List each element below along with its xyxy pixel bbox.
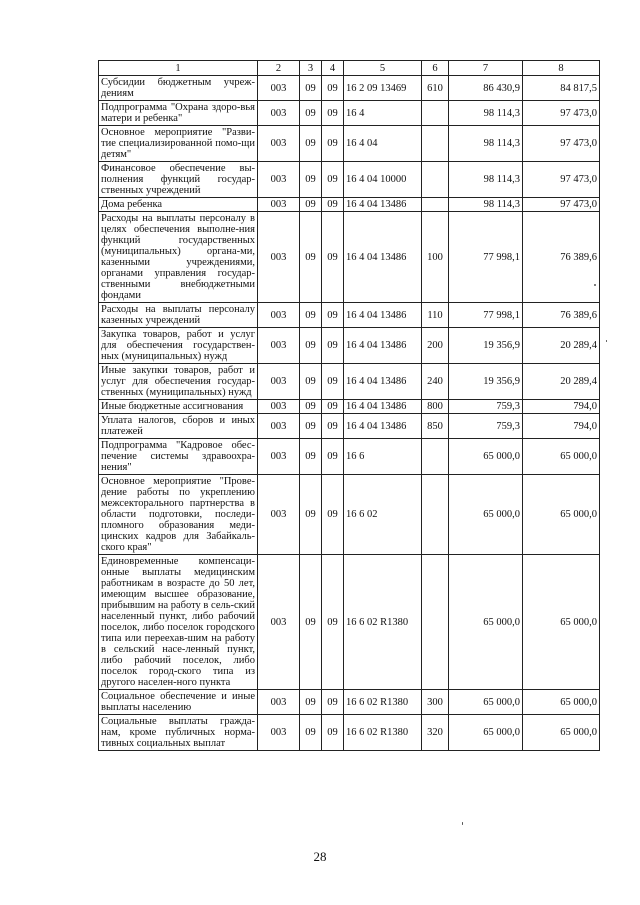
row-section-cell: 09 [300,414,322,439]
column-header-5: 5 [344,61,422,76]
table-row [99,400,600,414]
row-amount-2-cell: 97 473,0 [523,198,600,212]
row-amount-2-cell: 794,0 [523,414,600,439]
row-name-cell: Расходы на выплаты персоналу в целях обеспечения выполне-ния функций государственных (муниципальных) органа-ми, казенными учреждениями, органами управления государ-ственными внебюджетными фондами [99,212,258,303]
column-header-1: 1 [99,61,258,76]
row-amount-1-cell: 98 114,3 [449,101,523,126]
row-section-cell: 09 [300,101,322,126]
row-amount-2-cell: 20 289,4 [523,328,600,364]
scan-speck [462,822,463,825]
row-name-cell: Единовременные компенсаци-онные выплаты медицинским работникам в возрасте до 50 лет, имеющим высшее образование, прибывшим на работу в сель-ский населенный пункт, либо рабочий поселок, либо поселок городского типа или переехав-шим на работу в сельский насе-ленный пункт, либо рабочий поселок, либо поселок город-ского типа из другого населен-ного пункта [99,555,258,690]
row-expense-type-cell: 100 [422,212,449,303]
row-name-cell: Субсидии бюджетным учреж-дениям [99,76,258,101]
table-row [99,101,600,126]
row-amount-1-cell: 98 114,3 [449,162,523,198]
row-expense-type-cell: 240 [422,364,449,400]
row-name-cell: Финансовое обеспечение вы-полнения функций государ-ственных учреждений [99,162,258,198]
row-amount-1-cell: 19 356,9 [449,364,523,400]
row-amount-2-cell: 20 289,4 [523,364,600,400]
row-expense-type-cell: 110 [422,303,449,328]
row-target-article-cell: 16 4 04 13486 [344,364,422,400]
row-amount-1-cell: 19 356,9 [449,328,523,364]
row-subsection-cell: 09 [322,126,344,162]
row-subsection-cell: 09 [322,198,344,212]
row-subsection-cell: 09 [322,690,344,715]
row-amount-1-cell: 86 430,9 [449,76,523,101]
row-expense-type-cell [422,555,449,690]
table-row [99,76,600,101]
table-row [99,414,600,439]
row-subsection-cell: 09 [322,475,344,555]
row-target-article-cell: 16 6 [344,439,422,475]
row-kbk-cell: 003 [258,555,300,690]
row-subsection-cell: 09 [322,328,344,364]
table-row [99,439,600,475]
row-subsection-cell: 09 [322,715,344,751]
row-expense-type-cell [422,475,449,555]
row-target-article-cell: 16 2 09 13469 [344,76,422,101]
row-subsection-cell: 09 [322,101,344,126]
row-amount-2-cell: 65 000,0 [523,555,600,690]
row-section-cell: 09 [300,126,322,162]
row-kbk-cell: 003 [258,328,300,364]
row-section-cell: 09 [300,212,322,303]
row-expense-type-cell [422,162,449,198]
table-row [99,328,600,364]
row-amount-2-cell: 97 473,0 [523,126,600,162]
table-row [99,690,600,715]
row-amount-2-cell: 97 473,0 [523,101,600,126]
row-section-cell: 09 [300,303,322,328]
column-header-4: 4 [322,61,344,76]
row-kbk-cell: 003 [258,414,300,439]
row-target-article-cell: 16 4 04 13486 [344,414,422,439]
row-section-cell: 09 [300,475,322,555]
row-amount-1-cell: 65 000,0 [449,475,523,555]
row-amount-2-cell: 76 389,6 [523,303,600,328]
row-subsection-cell: 09 [322,76,344,101]
row-section-cell: 09 [300,162,322,198]
row-subsection-cell: 09 [322,212,344,303]
row-target-article-cell: 16 4 04 13486 [344,328,422,364]
row-name-cell: Основное мероприятие "Разви-тие специализированной помо-щи детям" [99,126,258,162]
column-header-7: 7 [449,61,523,76]
scan-speck [594,284,596,286]
row-kbk-cell: 003 [258,690,300,715]
row-name-cell: Подпрограмма "Кадровое обес-печение системы здравоохра-нения" [99,439,258,475]
row-kbk-cell: 003 [258,126,300,162]
row-target-article-cell: 16 6 02 [344,475,422,555]
row-expense-type-cell: 300 [422,690,449,715]
row-subsection-cell: 09 [322,303,344,328]
row-kbk-cell: 003 [258,364,300,400]
budget-table [98,60,600,751]
row-section-cell: 09 [300,198,322,212]
row-name-cell: Социальные выплаты гражда-нам, кроме публичных норма-тивных социальных выплат [99,715,258,751]
row-amount-1-cell: 65 000,0 [449,715,523,751]
row-amount-1-cell: 65 000,0 [449,690,523,715]
table-body [99,76,600,751]
table-row [99,126,600,162]
row-amount-2-cell: 65 000,0 [523,475,600,555]
row-target-article-cell: 16 4 04 13486 [344,212,422,303]
row-name-cell: Основное мероприятие "Прове-дение работы по укреплению межсекторального партнерства в области подготовки, последи-пломного образования меди-цинских кадров для Забайкаль-ского края" [99,475,258,555]
row-kbk-cell: 003 [258,101,300,126]
row-amount-1-cell: 98 114,3 [449,126,523,162]
row-amount-2-cell: 84 817,5 [523,76,600,101]
row-kbk-cell: 003 [258,198,300,212]
row-subsection-cell: 09 [322,439,344,475]
row-name-cell: Закупка товаров, работ и услуг для обеспечения государствен-ных (муниципальных) нужд [99,328,258,364]
row-name-cell: Дома ребенка [99,198,258,212]
row-kbk-cell: 003 [258,76,300,101]
row-name-cell: Иные бюджетные ассигнования [99,400,258,414]
row-expense-type-cell: 320 [422,715,449,751]
row-target-article-cell: 16 4 04 10000 [344,162,422,198]
row-amount-2-cell: 97 473,0 [523,162,600,198]
row-kbk-cell: 003 [258,439,300,475]
column-header-8: 8 [523,61,600,76]
row-subsection-cell: 09 [322,162,344,198]
row-subsection-cell: 09 [322,364,344,400]
table-row [99,555,600,690]
table-row [99,364,600,400]
row-amount-1-cell: 77 998,1 [449,212,523,303]
row-expense-type-cell: 200 [422,328,449,364]
row-name-cell: Уплата налогов, сборов и иных платежей [99,414,258,439]
column-header-2: 2 [258,61,300,76]
column-header-6: 6 [422,61,449,76]
row-amount-2-cell: 65 000,0 [523,439,600,475]
table-row [99,475,600,555]
row-amount-1-cell: 759,3 [449,400,523,414]
row-amount-1-cell: 77 998,1 [449,303,523,328]
row-amount-2-cell: 65 000,0 [523,715,600,751]
scan-speck [606,340,607,342]
row-amount-2-cell: 76 389,6 [523,212,600,303]
row-target-article-cell: 16 4 04 [344,126,422,162]
row-amount-2-cell: 65 000,0 [523,690,600,715]
row-section-cell: 09 [300,76,322,101]
row-name-cell: Иные закупки товаров, работ и услуг для обеспечения государ-ственных (муниципальных) нужд [99,364,258,400]
row-name-cell: Социальное обеспечение и иные выплаты населению [99,690,258,715]
row-expense-type-cell [422,198,449,212]
row-name-cell: Подпрограмма "Охрана здоро-вья матери и ребенка" [99,101,258,126]
row-expense-type-cell: 850 [422,414,449,439]
row-kbk-cell: 003 [258,303,300,328]
row-kbk-cell: 003 [258,715,300,751]
row-section-cell: 09 [300,328,322,364]
row-name-cell: Расходы на выплаты персоналу казенных учреждений [99,303,258,328]
row-kbk-cell: 003 [258,475,300,555]
row-amount-2-cell: 794,0 [523,400,600,414]
row-target-article-cell: 16 4 04 13486 [344,303,422,328]
row-expense-type-cell [422,439,449,475]
page-number: 28 [313,849,327,864]
row-target-article-cell: 16 6 02 R1380 [344,690,422,715]
row-expense-type-cell: 610 [422,76,449,101]
row-subsection-cell: 09 [322,400,344,414]
row-section-cell: 09 [300,690,322,715]
row-expense-type-cell: 800 [422,400,449,414]
row-subsection-cell: 09 [322,555,344,690]
row-amount-1-cell: 65 000,0 [449,555,523,690]
row-target-article-cell: 16 6 02 R1380 [344,555,422,690]
table-row [99,303,600,328]
table-row [99,198,600,212]
row-target-article-cell: 16 4 04 13486 [344,198,422,212]
row-target-article-cell: 16 4 04 13486 [344,400,422,414]
row-section-cell: 09 [300,400,322,414]
row-section-cell: 09 [300,555,322,690]
row-subsection-cell: 09 [322,414,344,439]
row-kbk-cell: 003 [258,212,300,303]
row-target-article-cell: 16 6 02 R1380 [344,715,422,751]
row-kbk-cell: 003 [258,400,300,414]
row-section-cell: 09 [300,715,322,751]
row-amount-1-cell: 98 114,3 [449,198,523,212]
table-row [99,212,600,303]
row-expense-type-cell [422,101,449,126]
row-section-cell: 09 [300,439,322,475]
row-amount-1-cell: 759,3 [449,414,523,439]
column-header-3: 3 [300,61,322,76]
row-amount-1-cell: 65 000,0 [449,439,523,475]
row-section-cell: 09 [300,364,322,400]
row-expense-type-cell [422,126,449,162]
header-row [99,61,600,76]
table-row [99,715,600,751]
row-target-article-cell: 16 4 [344,101,422,126]
table-row [99,162,600,198]
row-kbk-cell: 003 [258,162,300,198]
